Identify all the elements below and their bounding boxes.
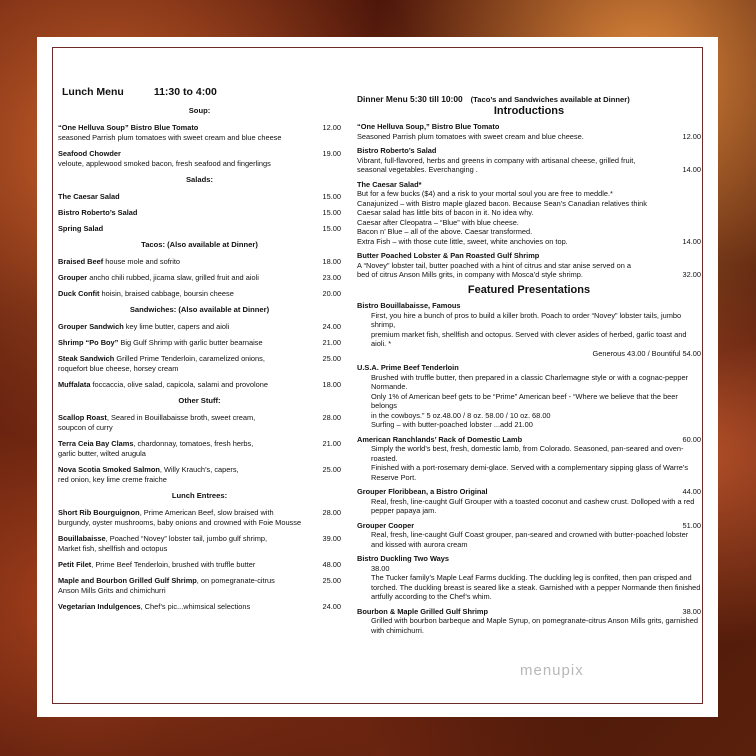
menu-item-text: [58, 508, 274, 518]
menu-item-price: 21.00: [322, 439, 341, 448]
intro-item-line: [357, 227, 701, 237]
menu-item-extra: house mole and sofrito: [103, 257, 181, 266]
menu-item-description: burgundy, oyster mushrooms, baby onions and crowned with Foie Mousse: [58, 518, 302, 527]
menu-item-row: [58, 149, 341, 159]
menu-item: [58, 560, 341, 570]
menu-item: [58, 508, 341, 528]
featured-item-price: 44.00: [682, 487, 701, 496]
menu-item-name: Grouper Sandwich: [58, 322, 124, 331]
menu-item-price: 15.00: [322, 192, 341, 201]
intro-item-text: Vibrant, full-flavored, herbs and greens in company with artisanal cheese, grilled fruit,: [357, 155, 636, 165]
menu-item-text: [58, 439, 253, 449]
featured-item-header: [357, 554, 701, 564]
featured-item-line: Simply the world’s best, fresh, domestic lamb, from Colorado. Seasoned, pan-seared and oven-roasted.: [371, 444, 684, 463]
menu-item-extra: , Poached “Novey” lobster tail, jumbo gulf shrimp,: [105, 534, 268, 543]
menu-item-name: Spring Salad: [58, 224, 104, 233]
menu-item-text: [58, 338, 263, 348]
menu-item-price: 18.00: [322, 257, 341, 266]
intro-item-name: Bistro Roberto’s Salad: [357, 146, 437, 155]
featured-item-price: 60.00: [682, 434, 701, 444]
menu-item-text: [58, 534, 267, 544]
featured-item-price: 38.00: [682, 606, 701, 616]
intro-item-price: 14.00: [682, 165, 701, 174]
intro-item-text: Bacon n’ Blue – all of the above. Caesar transformed.: [357, 227, 533, 236]
featured-item-line: Real, fresh, line-caught Gulf Coast grouper, pan-seared and crowned with butter-poached lobster and kissed with aurora cream: [371, 530, 689, 549]
menu-item-extra: , chardonnay, tomatoes, fresh herbs,: [133, 439, 254, 448]
menu-item: [58, 338, 341, 348]
featured-item-line: Real, fresh, line-caught Gulf Grouper with a toasted coconut and cashew crust. Dolloped with a red pepper papaya jam.: [371, 496, 695, 515]
intro-item: [357, 251, 701, 280]
menu-item-text: [58, 289, 234, 299]
menu-item-text: [58, 273, 259, 283]
lunch-menu-title: Lunch Menu: [62, 86, 124, 98]
featured-item-header: [357, 521, 701, 531]
menu-item-row: [58, 192, 341, 202]
menu-item-description: Anson Mills Grits and chimichurri: [58, 586, 166, 595]
menu-item-price: 21.00: [322, 338, 341, 347]
introductions-list: [357, 122, 701, 280]
menu-item: [58, 123, 341, 143]
menu-item: [58, 192, 341, 202]
intro-item-price: 32.00: [682, 270, 701, 279]
menu-item-price: 25.00: [322, 576, 341, 585]
featured-item: [357, 521, 701, 550]
featured-item-tail: Generous 43.00 / Bountiful 54.00: [592, 348, 701, 358]
intro-item-text: Extra Fish – with those cute little, sweet, white anchovies on top.: [357, 236, 568, 246]
menu-item-price: 25.00: [322, 354, 341, 363]
intro-item-text: A “Novey” lobster tail, butter poached with a hint of citrus and star anise served on a: [357, 260, 632, 270]
menu-item-row: [58, 602, 341, 612]
dinner-menu-title: Dinner Menu 5:30 till 10:00: [357, 94, 463, 104]
menu-item-price: 12.00: [322, 123, 341, 132]
menu-item-text: [58, 123, 198, 133]
menu-item-extra: hoisin, braised cabbage, boursin cheese: [99, 289, 234, 298]
featured-item-name: Bourbon & Maple Grilled Gulf Shrimp: [357, 606, 488, 616]
menu-item: [58, 224, 341, 234]
lunch-section-heading: Tacos: (Also available at Dinner): [141, 240, 258, 249]
lunch-menu-header: [62, 87, 341, 97]
featured-item-header: [357, 607, 701, 617]
featured-item-line: premium market fish, shellfish and octopus. Served with clever asides of herbed, garlic toast and aioli. *: [371, 329, 687, 348]
featured-list: [357, 301, 701, 635]
menu-item: [58, 273, 341, 283]
menu-item-name: Steak Sandwich: [58, 354, 115, 363]
menu-item-extra: key lime butter, capers and aioli: [123, 322, 230, 331]
menu-item-text: [58, 602, 250, 612]
featured-item-line: Surfing – with butter-poached lobster ...add 21.00: [371, 420, 533, 429]
featured-item-header: [357, 435, 701, 445]
intro-item-line: [357, 208, 701, 218]
featured-item: [357, 363, 701, 430]
menu-item-row: [58, 413, 341, 423]
menu-item-text: [58, 322, 229, 332]
menu-item-name: Maple and Bourbon Grilled Gulf Shrimp: [58, 576, 197, 585]
featured-item-name: Bistro Duckling Two Ways: [357, 554, 449, 563]
menu-item: [58, 534, 341, 554]
menu-item-extra: ancho chili rubbed, jicama slaw, grilled fruit and aioli: [87, 273, 259, 282]
featured-item-line: The Tucker family’s Maple Leaf Farms duckling. The duckling leg is confited, then pan crisped and torched. The duckling breast is seared like a steak. Garnished with a pepper Normande then finished artfully according to the Chef’s whim.: [371, 573, 701, 601]
menu-item-name: Bouillabaisse: [58, 534, 106, 543]
menu-item-text: [58, 149, 121, 159]
menu-item-name: Muffalata: [58, 380, 91, 389]
intro-item-name: Butter Poached Lobster & Pan Roasted Gulf Shrimp: [357, 251, 540, 260]
menu-item-text: [58, 257, 180, 267]
menu-item-text: [58, 413, 255, 423]
menu-item: [58, 465, 341, 485]
intro-item-text: Caesar after Cleopatra – “Blue” with blue cheese.: [357, 217, 519, 227]
featured-item-name: Grouper Cooper: [357, 520, 415, 530]
menu-item-name: Seafood Chowder: [58, 149, 121, 158]
menu-item-price: 24.00: [322, 602, 341, 611]
menu-item-row: [58, 508, 341, 518]
menu-item-extra: , Chef’s pic...whimsical selections: [140, 602, 251, 611]
lunch-sections: [58, 106, 341, 612]
intro-item-text: Caesar salad has little bits of bacon in it. No idea why.: [357, 208, 534, 217]
menu-item-description: red onion, key lime creme fraiche: [58, 475, 167, 484]
featured-item-header: [357, 301, 701, 311]
menu-item-name: “One Helluva Soup” Bistro Blue Tomato: [58, 123, 199, 132]
menu-item-extra: Big Gulf Shrimp with garlic butter bearnaise: [118, 338, 263, 347]
featured-item-line: Brushed with truffle butter, then prepared in a classic Charlemagne style or with a cognac-pepper Normande.: [371, 372, 689, 391]
featured-item-line: Only 1% of American beef gets to be “Prime” American beef - “Where we believe that the beer belongs: [371, 391, 678, 410]
lunch-section-heading: Salads:: [185, 175, 213, 184]
dinner-menu-note: (Taco’s and Sandwiches available at Dinner): [470, 95, 630, 104]
menu-item: [58, 257, 341, 267]
menu-item-row: [58, 224, 341, 234]
menu-item-name: Braised Beef: [58, 257, 104, 266]
menu-item-extra: , Seared in Bouillabaisse broth, sweet cream,: [106, 413, 256, 422]
menu-item: [58, 439, 341, 459]
menu-item-row: [58, 560, 341, 570]
menu-item-extra: Grilled Prime Tenderloin, caramelized onions,: [114, 354, 265, 363]
menu-item-name: Short Rib Bourguignon: [58, 508, 140, 517]
menu-item-row: [58, 338, 341, 348]
menu-item: [58, 208, 341, 218]
menu-item-text: [58, 380, 268, 390]
lunch-menu-column: [58, 83, 341, 618]
intro-item-line: [357, 165, 701, 175]
dinner-menu-header: [357, 95, 701, 105]
lunch-menu-hours: 11:30 to 4:00: [153, 86, 217, 98]
intro-item-name: “One Helluva Soup,” Bistro Blue Tomato: [357, 122, 500, 131]
featured-item-price: 51.00: [682, 520, 701, 530]
featured-item: [357, 607, 701, 636]
menu-item-name: Grouper: [58, 273, 88, 282]
featured-item-line: First, you hire a bunch of pros to build a killer broth. Poach to order “Novey” lobster tails, jumbo shrimp,: [371, 310, 682, 329]
menu-item-extra: foccaccia, olive salad, capicola, salami and provolone: [90, 380, 268, 389]
menu-item-name: Terra Ceia Bay Clams: [58, 439, 134, 448]
intro-item-line: [357, 132, 701, 142]
intro-item: [357, 146, 701, 175]
menu-item-text: [58, 224, 103, 234]
menu-item-description: seasoned Parrish plum tomatoes with sweet cream and blue cheese: [58, 133, 282, 142]
menu-item-price: 24.00: [322, 322, 341, 331]
intro-item-price: 14.00: [682, 236, 701, 246]
featured-item-line: Grilled with bourbon barbeque and Maple Syrup, on pomegranate-citrus Anson Mills grits, garnished with chimichurri.: [371, 616, 699, 635]
menu-item-row: [58, 576, 341, 586]
menu-item-row: [58, 123, 341, 133]
featured-item-line: Finished with a port-rosemary demi-glace. Served with a complementary sipping glass of Warre’s Reserve Port.: [371, 463, 689, 482]
menu-item-name: Shrimp “Po Boy”: [58, 338, 119, 347]
featured-item: [357, 301, 701, 358]
intro-item-line: [357, 189, 701, 199]
menu-item-price: 28.00: [322, 508, 341, 517]
intro-item: [357, 122, 701, 141]
menu-item-row: [58, 465, 341, 475]
menu-item-text: [58, 465, 239, 475]
menu-item-name: Duck Confit: [58, 289, 100, 298]
intro-item-line: [357, 237, 701, 247]
dinner-menu-column: [357, 95, 701, 640]
intro-item-line: [357, 261, 701, 271]
lunch-section-heading: Soup:: [188, 106, 211, 115]
intro-item-line: [357, 199, 701, 209]
menu-item-price: 28.00: [322, 413, 341, 422]
featured-item: [357, 487, 701, 516]
menupix-watermark: menupix: [520, 662, 584, 679]
featured-item: [357, 435, 701, 483]
menu-item-text: [58, 354, 265, 364]
menu-item-description: roquefort blue cheese, horsey cream: [58, 364, 179, 373]
featured-item-line: in the cowboys.” 5 oz.48.00 / 8 oz. 58.00 / 10 oz. 68.00: [371, 410, 551, 420]
menu-item-price: 18.00: [322, 380, 341, 389]
intro-item-text: bed of citrus Anson Mills grits, in company with Mosca’d style shrimp.: [357, 270, 583, 279]
featured-item-name: U.S.A. Prime Beef Tenderloin: [357, 363, 459, 372]
menu-item-text: [58, 192, 120, 202]
menu-item-row: [58, 257, 341, 267]
menu-item: [58, 289, 341, 299]
intro-item-text: Canajunized – with Bistro maple glazed bacon. Because Sean’s Canadian relatives think: [357, 198, 647, 208]
menu-item: [58, 602, 341, 612]
menu-item-name: Vegetarian Indulgences: [58, 602, 141, 611]
menu-item-name: Nova Scotia Smoked Salmon: [58, 465, 160, 474]
lunch-section-heading: Other Stuff:: [178, 396, 221, 405]
menu-item: [58, 149, 341, 169]
menu-item-price: 19.00: [322, 149, 341, 158]
menu-item-price: 48.00: [322, 560, 341, 569]
featured-item-name: American Ranchlands’ Rack of Domestic Lamb: [357, 434, 523, 444]
menu-item: [58, 354, 341, 374]
menu-item-price: 23.00: [322, 273, 341, 282]
menu-item-description: veloute, applewood smoked bacon, fresh seafood and fingerlings: [58, 159, 271, 168]
intro-item: [357, 180, 701, 247]
menu-item-name: Bistro Roberto’s Salad: [58, 208, 138, 217]
intro-item-price: 12.00: [682, 131, 701, 141]
menu-item-price: 39.00: [322, 534, 341, 543]
intro-item-name: The Caesar Salad*: [357, 179, 422, 189]
menu-item-row: [58, 273, 341, 283]
menu-item-name: Petit Filet: [58, 560, 92, 569]
lunch-section-heading: Sandwiches: (Also available at Dinner): [129, 305, 270, 314]
intro-item-text: seasonal vegetables. Everchanging .: [357, 165, 478, 174]
menu-item-extra: , Prime Beef Tenderloin, brushed with truffle butter: [91, 560, 256, 569]
menu-item-name: The Caesar Salad: [58, 192, 120, 201]
menu-item-text: [58, 208, 137, 218]
intro-item-line: [357, 156, 701, 166]
featured-item-name: Bistro Bouillabaisse, Famous: [357, 301, 461, 310]
featured-heading: Featured Presentations: [467, 283, 591, 296]
menu-item: [58, 380, 341, 390]
menu-item-price: 20.00: [322, 289, 341, 298]
menu-item-row: [58, 289, 341, 299]
menu-item-row: [58, 354, 341, 364]
menu-item-extra: , Willy Krauch’s, capers,: [159, 465, 239, 474]
menu-item-extra: , Prime American Beef, slow braised with: [139, 508, 274, 517]
lunch-section-heading: Lunch Entrees:: [171, 491, 228, 500]
featured-item: [357, 554, 701, 602]
menu-item-price: 15.00: [322, 224, 341, 233]
menu-item-row: [58, 322, 341, 332]
introductions-heading: Introductions: [493, 104, 565, 117]
intro-item-line: [357, 270, 701, 280]
menu-item-text: [58, 576, 275, 586]
menu-item-description: Market fish, shellfish and octopus: [58, 544, 168, 553]
menu-item-description: garlic butter, wilted arugula: [58, 449, 146, 458]
intro-item-text: Seasoned Parrish plum tomatoes with sweet cream and blue cheese.: [357, 131, 584, 141]
menu-item-price: 25.00: [322, 465, 341, 474]
menu-item-row: [58, 208, 341, 218]
intro-item-text: But for a few bucks ($4) and a risk to your mortal soul you are free to meddle.*: [357, 189, 613, 198]
featured-item-header: [357, 363, 701, 373]
menu-item: [58, 576, 341, 596]
menu-item-price: 15.00: [322, 208, 341, 217]
featured-item-line: 38.00: [371, 563, 390, 573]
intro-item-line: [357, 218, 701, 228]
menu-item-extra: , on pomegranate-citrus: [196, 576, 275, 585]
menu-item-row: [58, 534, 341, 544]
featured-item-header: [357, 487, 701, 497]
menu-item: [58, 322, 341, 332]
menu-item-description: soupcon of curry: [58, 423, 113, 432]
menu-item-row: [58, 439, 341, 449]
menu-item-text: [58, 560, 255, 570]
featured-item-name: Grouper Floribbean, a Bistro Original: [357, 487, 488, 496]
menu-item-row: [58, 380, 341, 390]
menu-item: [58, 413, 341, 433]
menu-item-name: Scallop Roast: [58, 413, 107, 422]
